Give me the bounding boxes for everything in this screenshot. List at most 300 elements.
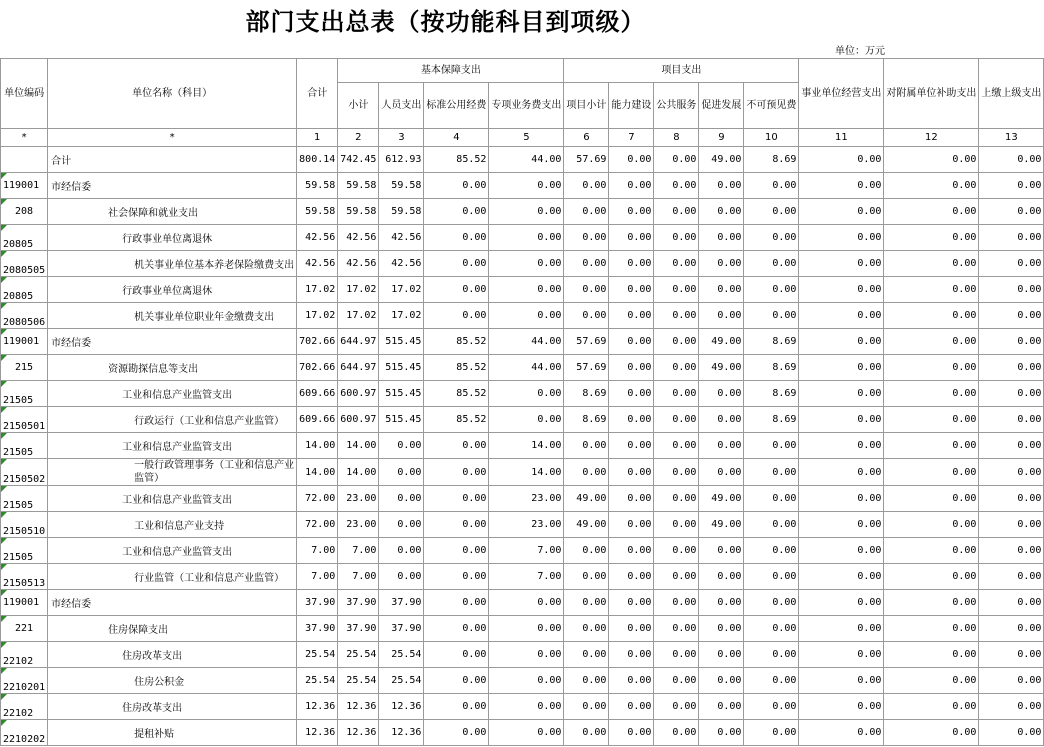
amount-cell: 0.00 [609, 564, 654, 590]
amount-cell: 42.56 [297, 251, 338, 277]
unit-name-cell: 资源勘探信息等支出 [48, 355, 297, 381]
amount-cell: 0.00 [564, 616, 609, 642]
index-cell: 12 [884, 129, 979, 147]
amount-cell: 7.00 [489, 564, 564, 590]
amount-cell: 17.02 [338, 277, 379, 303]
header-business: 事业单位经营支出 [799, 59, 884, 129]
amount-cell: 0.00 [699, 616, 744, 642]
amount-cell: 0.00 [799, 538, 884, 564]
amount-cell: 0.00 [654, 173, 699, 199]
unit-name-cell: 机关事业单位职业年金缴费支出 [48, 303, 297, 329]
unit-name-cell: 机关事业单位基本养老保险缴费支出 [48, 251, 297, 277]
unit-name-cell: 市经信委 [48, 173, 297, 199]
amount-cell: 0.00 [609, 433, 654, 459]
table-row [1, 668, 1044, 694]
amount-cell: 0.00 [884, 538, 979, 564]
unit-name-cell: 行业监管（工业和信息产业监管） [48, 564, 297, 590]
amount-cell: 0.00 [979, 329, 1044, 355]
amount-cell: 0.00 [979, 642, 1044, 668]
amount-cell: 0.00 [979, 199, 1044, 225]
table-row [1, 147, 1044, 173]
unit-code-cell: 119001 [1, 329, 48, 355]
unit-name-cell: 行政事业单位离退休 [48, 225, 297, 251]
unit-name-cell: 一般行政管理事务（工业和信息产业监管） [48, 459, 297, 486]
amount-cell: 0.00 [799, 720, 884, 746]
table-row [1, 251, 1044, 277]
amount-cell: 515.45 [379, 329, 424, 355]
amount-cell: 0.00 [699, 225, 744, 251]
index-cell: 6 [564, 129, 609, 147]
amount-cell: 0.00 [379, 459, 424, 486]
amount-cell: 0.00 [564, 590, 609, 616]
amount-cell: 0.00 [884, 199, 979, 225]
amount-cell: 0.00 [744, 538, 799, 564]
amount-cell: 515.45 [379, 355, 424, 381]
amount-cell: 0.00 [609, 277, 654, 303]
unit-name-cell: 工业和信息产业监管支出 [48, 381, 297, 407]
amount-cell: 0.00 [799, 173, 884, 199]
amount-cell: 0.00 [424, 199, 489, 225]
amount-cell: 702.66 [297, 329, 338, 355]
amount-cell: 0.00 [654, 616, 699, 642]
amount-cell: 515.45 [379, 407, 424, 433]
page-title: 部门支出总表（按功能科目到项级） [245, 7, 646, 36]
table-row [1, 329, 1044, 355]
amount-cell: 0.00 [699, 381, 744, 407]
amount-cell: 44.00 [489, 147, 564, 173]
amount-cell: 742.45 [338, 147, 379, 173]
amount-cell: 14.00 [338, 459, 379, 486]
amount-cell: 0.00 [654, 538, 699, 564]
amount-cell: 0.00 [609, 147, 654, 173]
amount-cell: 0.00 [654, 199, 699, 225]
amount-cell: 0.00 [979, 616, 1044, 642]
unit-code-cell: 2210201 [1, 668, 48, 694]
amount-cell: 0.00 [744, 564, 799, 590]
amount-cell: 0.00 [884, 616, 979, 642]
amount-cell: 0.00 [699, 590, 744, 616]
index-cell: 10 [744, 129, 799, 147]
amount-cell: 0.00 [744, 616, 799, 642]
amount-cell: 14.00 [489, 459, 564, 486]
amount-cell: 0.00 [424, 459, 489, 486]
unit-code-cell: 2210202 [1, 720, 48, 746]
amount-cell: 0.00 [699, 538, 744, 564]
amount-cell: 0.00 [654, 668, 699, 694]
amount-cell: 0.00 [979, 303, 1044, 329]
amount-cell: 0.00 [564, 720, 609, 746]
amount-cell: 0.00 [884, 642, 979, 668]
amount-cell: 85.52 [424, 355, 489, 381]
amount-cell: 0.00 [799, 277, 884, 303]
amount-cell: 0.00 [979, 147, 1044, 173]
amount-cell: 0.00 [654, 251, 699, 277]
amount-cell: 0.00 [699, 668, 744, 694]
amount-cell: 72.00 [297, 512, 338, 538]
amount-cell: 0.00 [744, 642, 799, 668]
amount-cell: 12.36 [338, 694, 379, 720]
amount-cell: 0.00 [489, 694, 564, 720]
index-cell: 5 [489, 129, 564, 147]
amount-cell: 0.00 [489, 407, 564, 433]
amount-cell: 25.54 [338, 642, 379, 668]
unit-code-cell: 21505 [1, 381, 48, 407]
amount-cell: 37.90 [297, 616, 338, 642]
table-row [1, 486, 1044, 512]
unit-code-cell: 21505 [1, 538, 48, 564]
amount-cell: 0.00 [799, 147, 884, 173]
amount-cell: 0.00 [699, 459, 744, 486]
amount-cell: 12.36 [297, 720, 338, 746]
table-row [1, 381, 1044, 407]
amount-cell: 0.00 [744, 668, 799, 694]
amount-cell: 0.00 [979, 459, 1044, 486]
amount-cell: 0.00 [609, 642, 654, 668]
amount-cell: 0.00 [489, 381, 564, 407]
amount-cell: 0.00 [489, 199, 564, 225]
amount-cell: 0.00 [884, 173, 979, 199]
amount-cell: 42.56 [338, 225, 379, 251]
unit-code-cell: 221 [1, 616, 48, 642]
amount-cell: 0.00 [489, 668, 564, 694]
amount-cell: 0.00 [424, 694, 489, 720]
amount-cell: 0.00 [654, 642, 699, 668]
unit-code-cell: 2150501 [1, 407, 48, 433]
amount-cell: 0.00 [744, 512, 799, 538]
unit-name-cell: 住房改革支出 [48, 642, 297, 668]
unit-code-cell: 208 [1, 199, 48, 225]
amount-cell: 0.00 [979, 512, 1044, 538]
amount-cell: 0.00 [609, 486, 654, 512]
amount-cell: 0.00 [979, 694, 1044, 720]
amount-cell: 0.00 [979, 355, 1044, 381]
amount-cell: 0.00 [799, 642, 884, 668]
unit-name-cell: 提租补贴 [48, 720, 297, 746]
amount-cell: 37.90 [338, 616, 379, 642]
unit-code-cell: 20805 [1, 277, 48, 303]
amount-cell: 0.00 [489, 616, 564, 642]
amount-cell: 0.00 [609, 694, 654, 720]
header-code: 单位编码 [1, 59, 48, 129]
amount-cell: 0.00 [379, 486, 424, 512]
amount-cell: 0.00 [654, 407, 699, 433]
amount-cell: 0.00 [699, 694, 744, 720]
amount-cell: 600.97 [338, 381, 379, 407]
amount-cell: 0.00 [884, 590, 979, 616]
amount-cell: 7.00 [338, 538, 379, 564]
amount-cell: 0.00 [884, 329, 979, 355]
amount-cell: 59.58 [379, 173, 424, 199]
amount-cell: 23.00 [489, 512, 564, 538]
amount-cell: 0.00 [564, 564, 609, 590]
amount-cell: 0.00 [699, 433, 744, 459]
amount-cell: 0.00 [744, 433, 799, 459]
amount-cell: 42.56 [379, 225, 424, 251]
unit-name-cell: 市经信委 [48, 329, 297, 355]
subheader-cell: 不可预见费 [744, 83, 799, 129]
amount-cell: 25.54 [379, 668, 424, 694]
table-row [1, 407, 1044, 433]
unit-code-cell: 2150513 [1, 564, 48, 590]
amount-cell: 0.00 [654, 564, 699, 590]
amount-cell: 49.00 [699, 512, 744, 538]
amount-cell: 0.00 [654, 381, 699, 407]
amount-cell: 0.00 [489, 277, 564, 303]
amount-cell: 25.54 [297, 642, 338, 668]
amount-cell: 0.00 [654, 590, 699, 616]
amount-cell: 0.00 [609, 199, 654, 225]
amount-cell: 0.00 [799, 694, 884, 720]
index-cell: 11 [799, 129, 884, 147]
amount-cell: 0.00 [654, 355, 699, 381]
amount-cell: 0.00 [799, 329, 884, 355]
header-row-1 [1, 59, 1044, 83]
amount-cell: 0.00 [699, 720, 744, 746]
amount-cell: 609.66 [297, 381, 338, 407]
unit-code-cell: 2150510 [1, 512, 48, 538]
amount-cell: 0.00 [489, 720, 564, 746]
amount-cell: 12.36 [379, 694, 424, 720]
amount-cell: 0.00 [699, 277, 744, 303]
amount-cell: 0.00 [884, 668, 979, 694]
amount-cell: 8.69 [744, 329, 799, 355]
amount-cell: 0.00 [979, 668, 1044, 694]
amount-cell: 0.00 [564, 251, 609, 277]
amount-cell: 44.00 [489, 355, 564, 381]
table-row [1, 616, 1044, 642]
table-row [1, 459, 1044, 486]
amount-cell: 0.00 [489, 642, 564, 668]
amount-cell: 0.00 [799, 486, 884, 512]
amount-cell: 0.00 [799, 303, 884, 329]
amount-cell: 0.00 [799, 381, 884, 407]
amount-cell: 7.00 [297, 538, 338, 564]
unit-code-cell: 2080505 [1, 251, 48, 277]
amount-cell: 0.00 [699, 642, 744, 668]
amount-cell: 85.52 [424, 147, 489, 173]
amount-cell: 14.00 [297, 433, 338, 459]
amount-cell: 0.00 [744, 694, 799, 720]
unit-name-cell: 住房改革支出 [48, 694, 297, 720]
amount-cell: 0.00 [609, 459, 654, 486]
amount-cell: 42.56 [338, 251, 379, 277]
amount-cell: 0.00 [979, 564, 1044, 590]
amount-cell: 0.00 [489, 303, 564, 329]
amount-cell: 0.00 [564, 642, 609, 668]
amount-cell: 0.00 [884, 381, 979, 407]
amount-cell: 0.00 [979, 225, 1044, 251]
amount-cell: 0.00 [654, 459, 699, 486]
table-row [1, 720, 1044, 746]
amount-cell: 0.00 [699, 564, 744, 590]
index-cell: 9 [699, 129, 744, 147]
amount-cell: 0.00 [799, 355, 884, 381]
amount-cell: 0.00 [564, 303, 609, 329]
amount-cell: 0.00 [424, 512, 489, 538]
amount-cell: 0.00 [979, 381, 1044, 407]
subheader-cell: 人员支出 [379, 83, 424, 129]
amount-cell: 0.00 [489, 173, 564, 199]
amount-cell: 0.00 [699, 407, 744, 433]
amount-cell: 14.00 [489, 433, 564, 459]
amount-cell: 49.00 [564, 486, 609, 512]
amount-cell: 37.90 [338, 590, 379, 616]
amount-cell: 57.69 [564, 355, 609, 381]
amount-cell: 0.00 [379, 538, 424, 564]
amount-cell: 23.00 [338, 486, 379, 512]
amount-cell: 0.00 [884, 512, 979, 538]
amount-cell: 49.00 [699, 355, 744, 381]
amount-cell: 0.00 [979, 720, 1044, 746]
unit-name-cell: 工业和信息产业监管支出 [48, 538, 297, 564]
amount-cell: 0.00 [699, 251, 744, 277]
amount-cell: 0.00 [699, 199, 744, 225]
amount-cell: 17.02 [379, 277, 424, 303]
amount-cell: 0.00 [744, 225, 799, 251]
amount-cell: 0.00 [799, 616, 884, 642]
amount-cell: 0.00 [744, 459, 799, 486]
unit-code-cell: 20805 [1, 225, 48, 251]
amount-cell: 600.97 [338, 407, 379, 433]
amount-cell: 0.00 [424, 486, 489, 512]
amount-cell: 0.00 [424, 616, 489, 642]
amount-cell: 0.00 [884, 459, 979, 486]
amount-cell: 44.00 [489, 329, 564, 355]
amount-cell: 0.00 [699, 303, 744, 329]
amount-cell: 59.58 [297, 173, 338, 199]
amount-cell: 612.93 [379, 147, 424, 173]
amount-cell: 8.69 [564, 407, 609, 433]
amount-cell: 59.58 [379, 199, 424, 225]
amount-cell: 0.00 [654, 512, 699, 538]
amount-cell: 85.52 [424, 407, 489, 433]
amount-cell: 57.69 [564, 329, 609, 355]
subheader-cell: 能力建设 [609, 83, 654, 129]
amount-cell: 42.56 [379, 251, 424, 277]
amount-cell: 0.00 [609, 720, 654, 746]
amount-cell: 0.00 [424, 225, 489, 251]
amount-cell: 59.58 [297, 199, 338, 225]
amount-cell: 0.00 [654, 329, 699, 355]
amount-cell: 0.00 [979, 433, 1044, 459]
amount-cell: 0.00 [744, 251, 799, 277]
table-row [1, 642, 1044, 668]
amount-cell: 0.00 [379, 512, 424, 538]
amount-cell: 644.97 [338, 355, 379, 381]
subheader-cell: 小计 [338, 83, 379, 129]
table-row [1, 538, 1044, 564]
amount-cell: 0.00 [799, 512, 884, 538]
amount-cell: 0.00 [564, 225, 609, 251]
amount-cell: 49.00 [699, 486, 744, 512]
amount-cell: 0.00 [979, 486, 1044, 512]
amount-cell: 25.54 [338, 668, 379, 694]
amount-cell: 0.00 [744, 590, 799, 616]
amount-cell: 17.02 [297, 303, 338, 329]
amount-cell: 37.90 [379, 590, 424, 616]
unit-name-cell: 行政运行（工业和信息产业监管） [48, 407, 297, 433]
unit-code-cell: 2080506 [1, 303, 48, 329]
amount-cell: 0.00 [744, 173, 799, 199]
amount-cell: 42.56 [297, 225, 338, 251]
index-row [1, 129, 1044, 147]
amount-cell: 0.00 [654, 694, 699, 720]
amount-cell: 0.00 [609, 251, 654, 277]
amount-cell: 0.00 [564, 277, 609, 303]
amount-cell: 0.00 [884, 720, 979, 746]
amount-cell: 0.00 [884, 433, 979, 459]
index-cell: 2 [338, 129, 379, 147]
amount-cell: 0.00 [799, 433, 884, 459]
amount-cell: 609.66 [297, 407, 338, 433]
amount-cell: 0.00 [744, 199, 799, 225]
amount-cell: 0.00 [799, 199, 884, 225]
amount-cell: 85.52 [424, 381, 489, 407]
amount-cell: 0.00 [884, 277, 979, 303]
amount-cell: 0.00 [424, 251, 489, 277]
unit-code-cell: 2150502 [1, 459, 48, 486]
amount-cell: 0.00 [744, 720, 799, 746]
subheader-cell: 标准公用经费 [424, 83, 489, 129]
amount-cell: 37.90 [297, 590, 338, 616]
amount-cell: 49.00 [699, 147, 744, 173]
unit-code-cell: 119001 [1, 173, 48, 199]
amount-cell: 8.69 [744, 355, 799, 381]
table-row [1, 277, 1044, 303]
amount-cell: 17.02 [297, 277, 338, 303]
amount-cell: 23.00 [489, 486, 564, 512]
amount-cell: 0.00 [424, 720, 489, 746]
amount-cell: 12.36 [379, 720, 424, 746]
amount-cell: 14.00 [297, 459, 338, 486]
unit-code-cell: 21505 [1, 486, 48, 512]
amount-cell: 0.00 [884, 486, 979, 512]
amount-cell: 0.00 [564, 199, 609, 225]
amount-cell: 0.00 [799, 590, 884, 616]
amount-cell: 8.69 [564, 381, 609, 407]
unit-code-cell: 119001 [1, 590, 48, 616]
amount-cell: 0.00 [744, 303, 799, 329]
amount-cell: 515.45 [379, 381, 424, 407]
amount-cell: 0.00 [654, 277, 699, 303]
amount-cell: 0.00 [609, 303, 654, 329]
amount-cell: 0.00 [979, 407, 1044, 433]
amount-cell: 0.00 [489, 225, 564, 251]
amount-cell: 25.54 [379, 642, 424, 668]
index-cell: 3 [379, 129, 424, 147]
amount-cell: 0.00 [884, 694, 979, 720]
amount-cell: 7.00 [297, 564, 338, 590]
amount-cell: 0.00 [564, 668, 609, 694]
amount-cell: 0.00 [609, 173, 654, 199]
unit-name-cell: 工业和信息产业监管支出 [48, 433, 297, 459]
amount-cell: 0.00 [799, 407, 884, 433]
index-cell: * [1, 129, 48, 147]
amount-cell: 14.00 [338, 433, 379, 459]
amount-cell: 0.00 [424, 668, 489, 694]
amount-cell: 0.00 [979, 590, 1044, 616]
index-cell: 8 [654, 129, 699, 147]
amount-cell: 0.00 [609, 407, 654, 433]
amount-cell: 12.36 [338, 720, 379, 746]
amount-cell: 0.00 [744, 277, 799, 303]
amount-cell: 0.00 [609, 329, 654, 355]
unit-name-cell: 市经信委 [48, 590, 297, 616]
unit-label: 单位：万元 [835, 46, 885, 57]
amount-cell: 0.00 [799, 225, 884, 251]
amount-cell: 800.14 [297, 147, 338, 173]
amount-cell: 0.00 [564, 694, 609, 720]
